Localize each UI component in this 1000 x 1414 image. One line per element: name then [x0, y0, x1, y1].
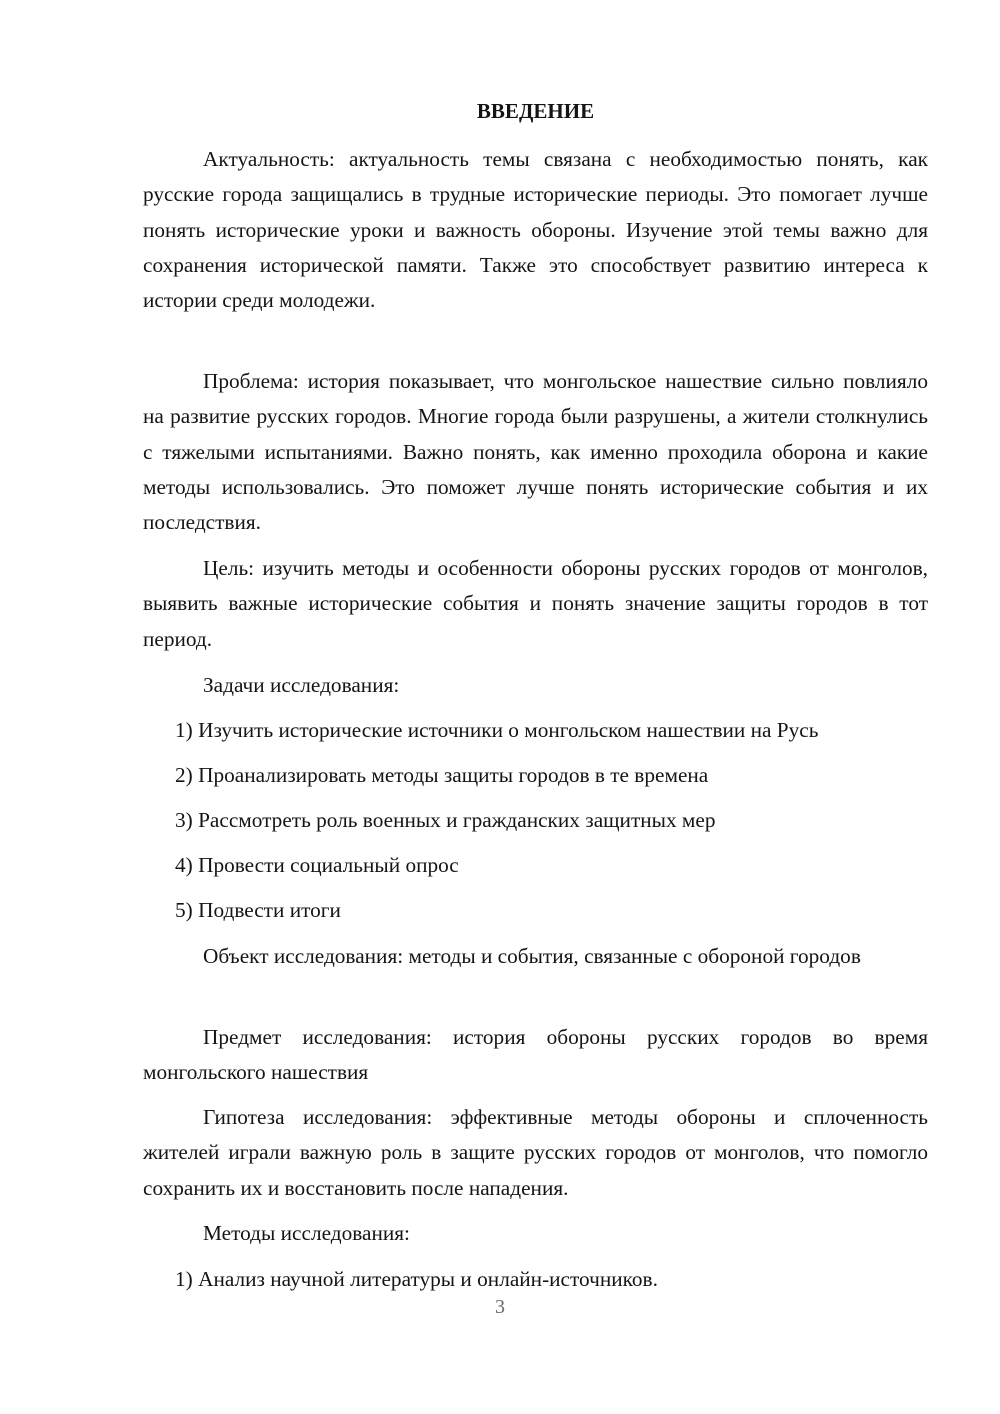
methods-heading: Методы исследования:: [203, 1221, 410, 1245]
page-number: 3: [495, 1296, 505, 1318]
tasks-heading: Задачи исследования:: [203, 673, 400, 697]
paragraph-hypothesis: Гипотеза исследования: эффективные методы обороны и сплоченность жителей играли важную роль в защите русских городов от монголов, что помогло сохранить их и восстановить после нападения.: [143, 1105, 928, 1200]
paragraph-subject: Предмет исследования: история обороны русских городов во время монгольского нашествия: [143, 1025, 928, 1085]
paragraph-relevance: Актуальность: актуальность темы связана с необходимостью понять, как русские города защищались в трудные исторические периоды. Это помогает лучше понять исторические уроки и важность обороны. Изучение этой темы важно для сохранения исторической памяти. Также это способствует развитию интереса к истории среди молодежи.: [143, 147, 928, 313]
paragraph-goal: Цель: изучить методы и особенности обороны русских городов от монголов, выявить важные исторические события и понять значение защиты городов в тот период.: [143, 556, 928, 651]
paragraph-problem: Проблема: история показывает, что монгольское нашествие сильно повлияло на развитие русских городов. Многие города были разрушены, а жители столкнулись с тяжелыми испытаниями. Важно понять, как именно проходила оборона и какие методы использовались. Это поможет лучше понять исторические события и их последствия.: [143, 369, 928, 535]
task-item: 4) Провести социальный опрос: [175, 853, 459, 877]
task-item: 3) Рассмотреть роль военных и гражданских защитных мер: [175, 808, 716, 832]
section-title: ВВЕДЕНИЕ: [476, 99, 595, 123]
task-item: 5) Подвести итоги: [175, 898, 341, 922]
method-item: 1) Анализ научной литературы и онлайн-источников.: [175, 1267, 658, 1291]
task-item: 1) Изучить исторические источники о монгольском нашествии на Русь: [175, 718, 819, 742]
task-item: 2) Проанализировать методы защиты городов в те времена: [175, 763, 709, 787]
paragraph-object: Объект исследования: методы и события, связанные с обороной городов: [203, 944, 861, 968]
